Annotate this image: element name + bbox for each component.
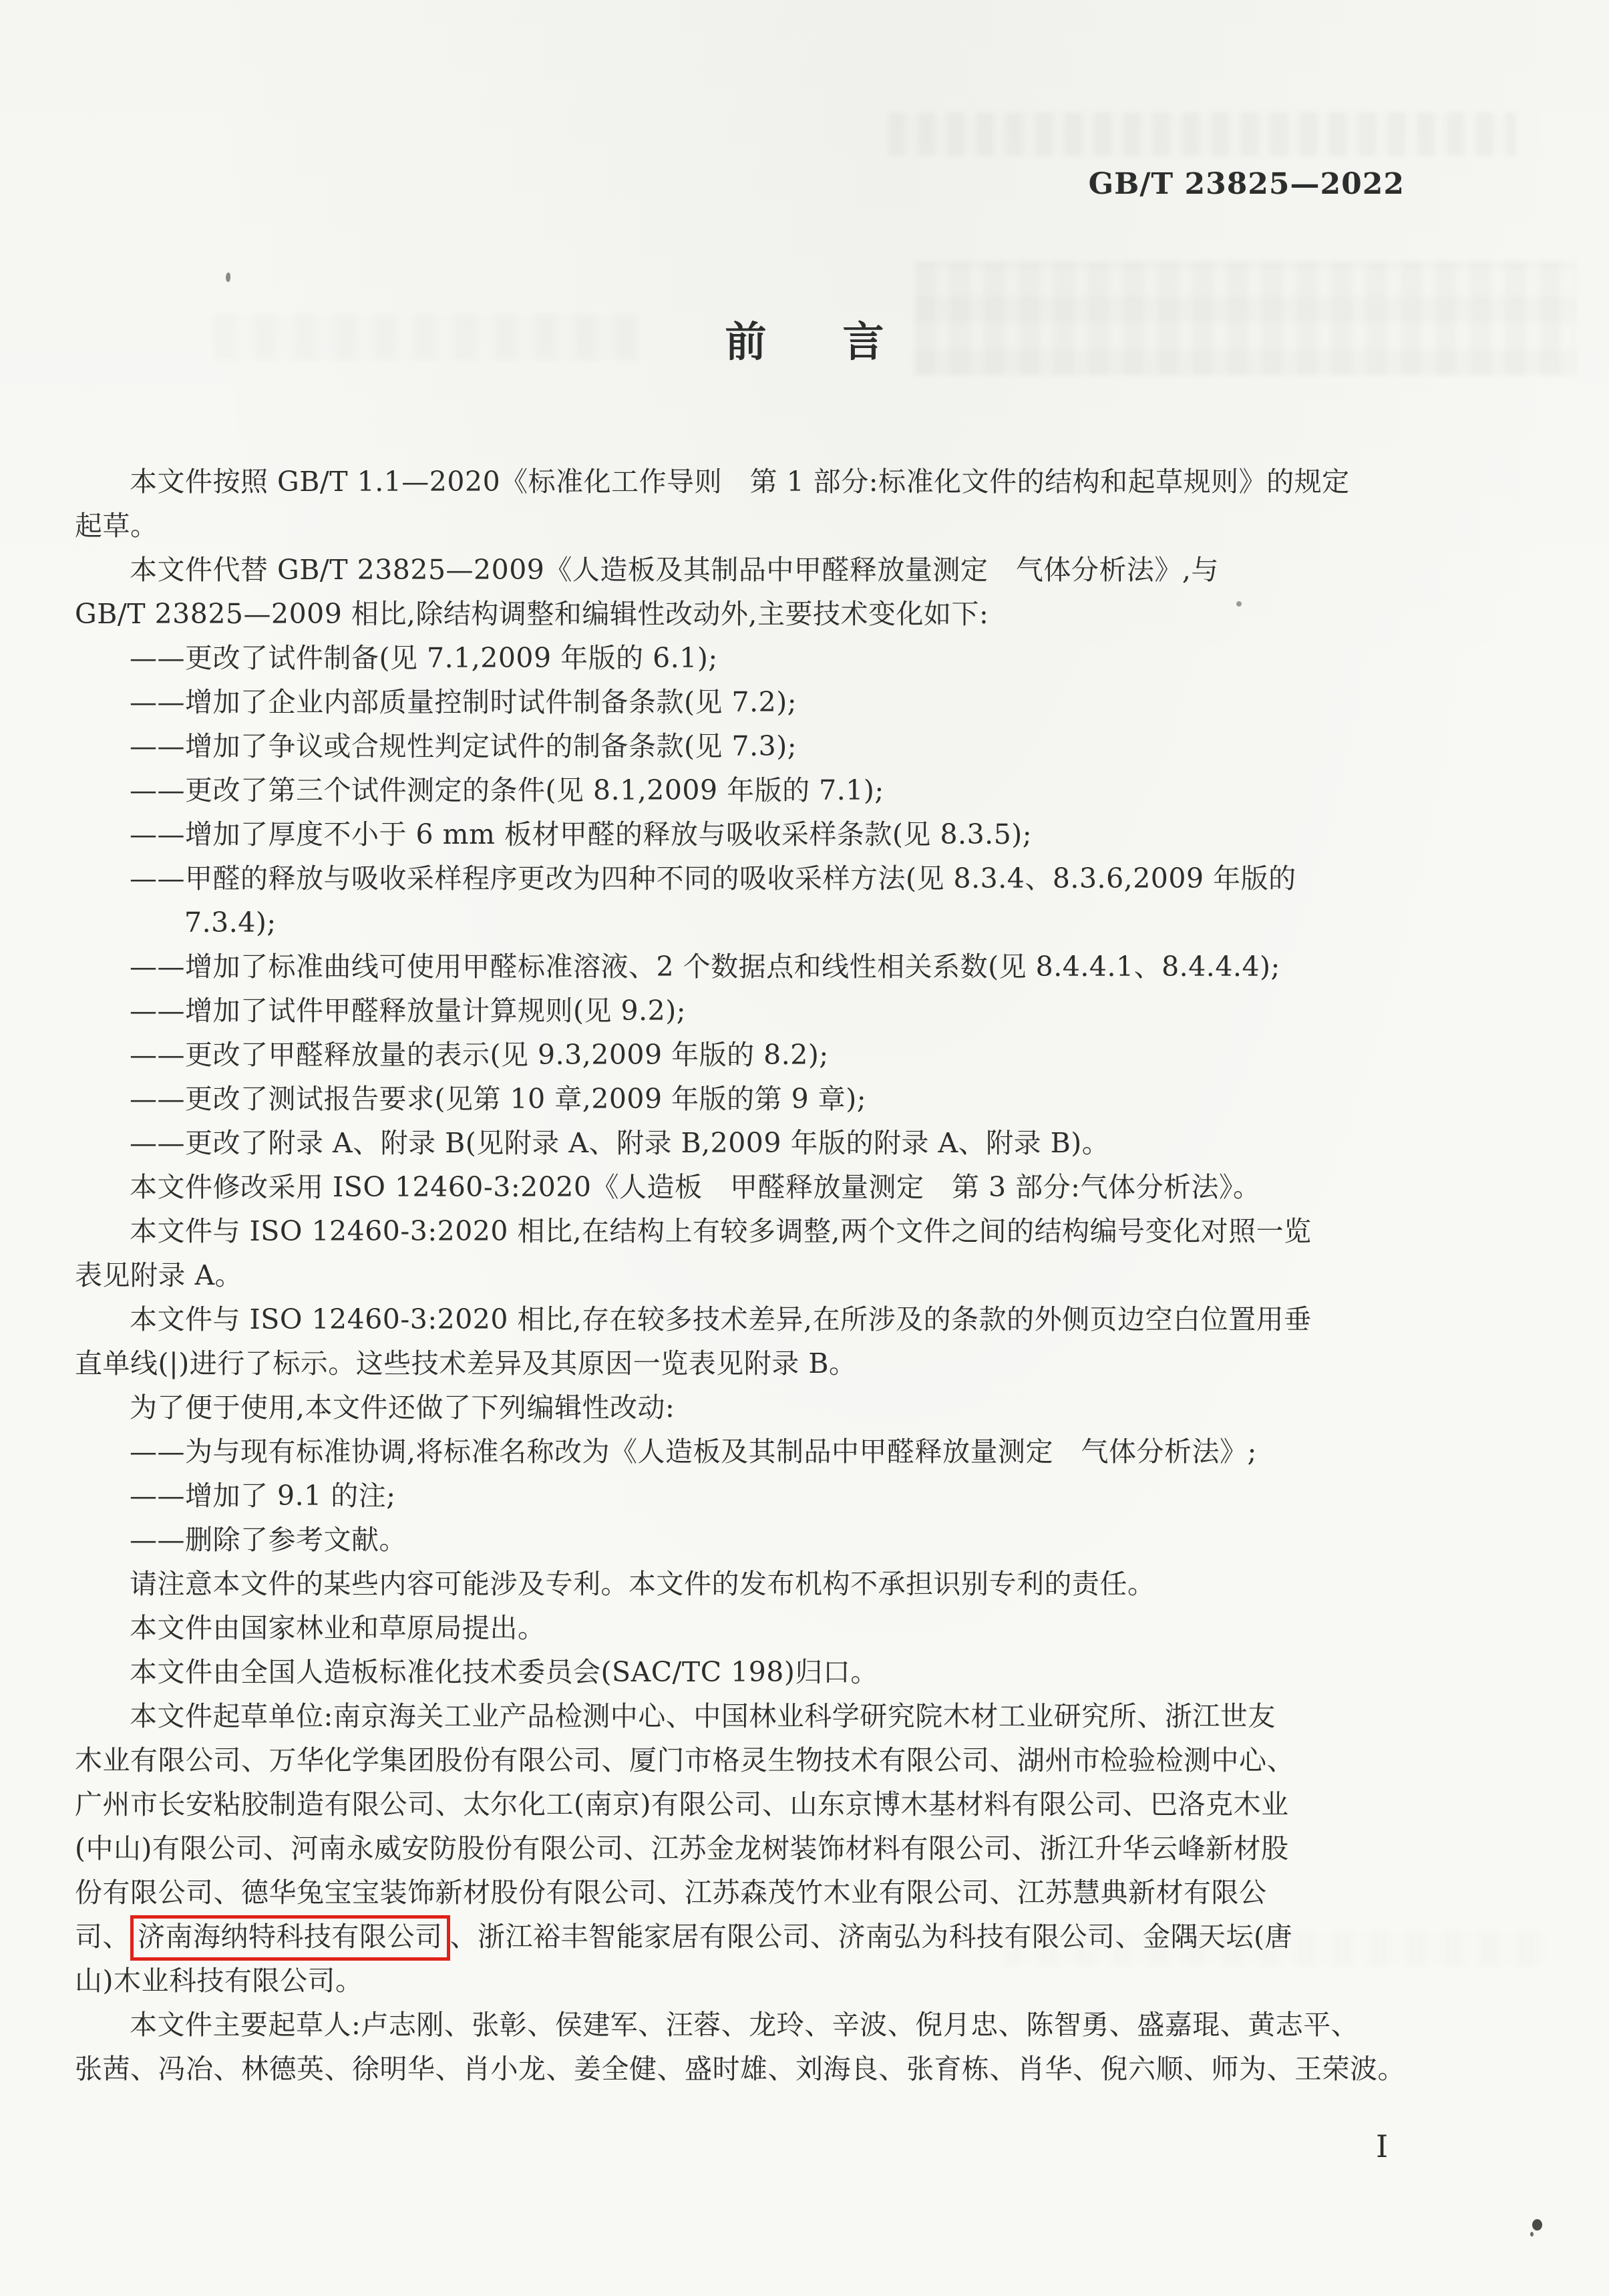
page-title: 前 言	[725, 317, 902, 366]
body-line: ——增加了厚度不小于 6 mm 板材甲醛的释放与吸收采样条款(见 8.3.5);	[130, 818, 1033, 850]
body-line: 份有限公司、德华兔宝宝装饰新材股份有限公司、江苏森茂竹木业有限公司、江苏慧典新材有限公	[75, 1876, 1267, 1909]
body-line: ——删除了参考文献。	[130, 1524, 407, 1556]
body-line: 张茜、冯冶、林德英、徐明华、肖小龙、姜全健、盛时雄、刘海良、张育栋、肖华、倪六顺、师为、王荣波。	[75, 2053, 1405, 2085]
body-line: ——增加了 9.1 的注;	[130, 1480, 396, 1512]
body-line: ——更改了附录 A、附录 B(见附录 A、附录 B,2009 年版的附录 A、附录 B)。	[130, 1127, 1110, 1159]
body-line: 广州市长安粘胶制造有限公司、太尔化工(南京)有限公司、山东京博木基材料有限公司、巴洛克木业	[75, 1788, 1289, 1820]
body-line: 本文件修改采用 ISO 12460-3:2020《人造板 甲醛释放量测定 第 3 部分:气体分析法》。	[130, 1171, 1261, 1203]
body-line: 表见附录 A。	[75, 1259, 243, 1291]
ink-speck	[226, 273, 230, 282]
ink-speck	[1532, 2219, 1542, 2231]
body-line: 山)木业科技有限公司。	[75, 1965, 363, 1997]
body-line: 本文件主要起草人:卢志刚、张彰、侯建军、汪蓉、龙玲、辛波、倪月忠、陈智勇、盛嘉琨、黄志平、	[130, 2009, 1359, 2041]
body-line: 本文件与 ISO 12460-3:2020 相比,在结构上有较多调整,两个文件之间的结构编号变化对照一览	[130, 1215, 1312, 1247]
body-line: ——增加了争议或合规性判定试件的制备条款(见 7.3);	[130, 730, 797, 762]
body-line: 木业有限公司、万华化学集团股份有限公司、厦门市格灵生物技术有限公司、湖州市检验检测中心、	[75, 1744, 1294, 1776]
body-line: ——增加了试件甲醛释放量计算规则(见 9.2);	[130, 995, 687, 1027]
body-line: ——甲醛的释放与吸收采样程序更改为四种不同的吸收采样方法(见 8.3.4、8.3.6,2009 年版的	[130, 862, 1296, 894]
body-line: 7.3.4);	[184, 907, 277, 939]
standard-code: GB/T 23825—2022	[1088, 167, 1405, 201]
highlight-line-after: 、浙江裕丰智能家居有限公司、济南弘为科技有限公司、金隅天坛(唐	[450, 1921, 1292, 1953]
body-line: 为了便于使用,本文件还做了下列编辑性改动:	[130, 1391, 675, 1424]
page-number: I	[1376, 2128, 1389, 2164]
body-line: ——更改了甲醛释放量的表示(见 9.3,2009 年版的 8.2);	[130, 1039, 829, 1071]
highlighted-company-annotation: 济南海纳特科技有限公司	[130, 1915, 450, 1961]
body-line-with-highlight	[75, 1915, 1535, 1959]
body-line: ——更改了第三个试件测定的条件(见 8.1,2009 年版的 7.1);	[130, 774, 884, 806]
body-line: ——增加了企业内部质量控制时试件制备条款(见 7.2);	[130, 686, 797, 718]
body-line: 本文件代替 GB/T 23825—2009《人造板及其制品中甲醛释放量测定 气体分析法》,与	[130, 554, 1219, 586]
body-line: 本文件由全国人造板标准化技术委员会(SAC/TC 198)归口。	[130, 1656, 878, 1688]
body-line: ——更改了试件制备(见 7.1,2009 年版的 6.1);	[130, 642, 718, 674]
body-line: 起草。	[75, 510, 158, 542]
body-line: (中山)有限公司、河南永威安防股份有限公司、江苏金龙树装饰材料有限公司、浙江升华云峰新材股	[75, 1832, 1289, 1864]
body-line: 直单线(|)进行了标示。这些技术差异及其原因一览表见附录 B。	[75, 1347, 857, 1379]
foreword-body	[75, 460, 1535, 2091]
body-line: ——更改了测试报告要求(见第 10 章,2009 年版的第 9 章);	[130, 1083, 867, 1115]
body-line: 本文件起草单位:南京海关工业产品检测中心、中国林业科学研究院木材工业研究所、浙江世友	[130, 1700, 1276, 1732]
body-line: 本文件由国家林业和草原局提出。	[130, 1612, 546, 1644]
body-line: 本文件与 ISO 12460-3:2020 相比,存在较多技术差异,在所涉及的条款的外侧页边空白位置用垂	[130, 1303, 1312, 1335]
body-line: ——为与现有标准协调,将标准名称改为《人造板及其制品中甲醛释放量测定 气体分析法》;	[130, 1436, 1257, 1468]
body-line: ——增加了标准曲线可使用甲醛标准溶液、2 个数据点和线性相关系数(见 8.4.4.1、8.4.4.4);	[130, 951, 1280, 983]
scan-showthrough-artifact	[888, 112, 1516, 156]
body-line: 本文件按照 GB/T 1.1—2020《标准化工作导则 第 1 部分:标准化文件的结构和起草规则》的规定	[130, 466, 1350, 498]
highlight-line-before: 司、	[75, 1921, 130, 1953]
body-line: GB/T 23825—2009 相比,除结构调整和编辑性改动外,主要技术变化如下:	[75, 598, 989, 630]
body-line: 请注意本文件的某些内容可能涉及专利。本文件的发布机构不承担识别专利的责任。	[130, 1568, 1155, 1600]
